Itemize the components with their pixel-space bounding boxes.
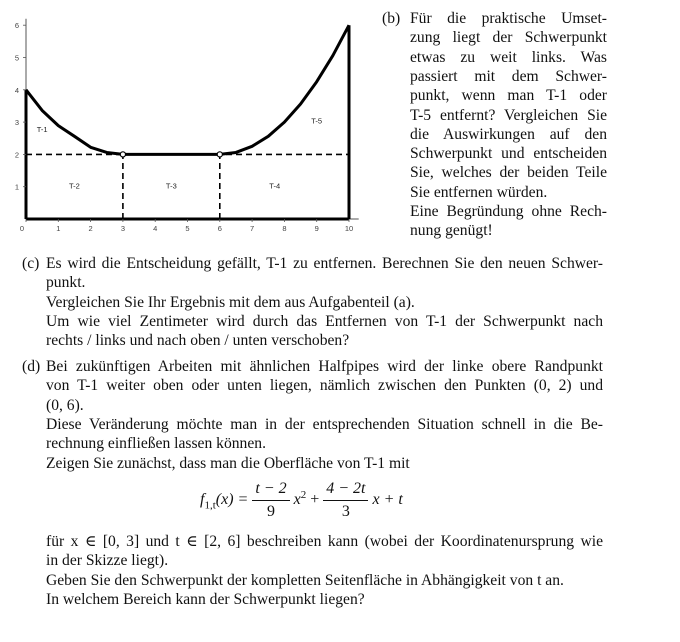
figure-curves	[26, 25, 349, 154]
x-tick-label: 2	[88, 224, 93, 233]
formula-frac2-den: 3	[341, 503, 350, 520]
y-tick-label: 3	[14, 118, 19, 128]
partb-line: etwas zu weit links. Was	[410, 48, 607, 66]
partb-line: Schwerpunkt und entscheiden	[410, 145, 607, 163]
formula-lhs-arg: (x) =	[215, 491, 249, 509]
formula-f1t	[200, 480, 403, 521]
formula-plus: +	[310, 491, 320, 509]
region-label: T-2	[69, 181, 80, 191]
marker-point-1	[217, 152, 222, 157]
partd-line: Diese Veränderung möchte man in der entsprechenden Situation schnell in die Be-	[46, 415, 603, 433]
marker-point-0	[120, 152, 125, 157]
x-tick-label: 5	[185, 224, 190, 233]
y-tick-label: 6	[14, 21, 19, 31]
y-tick-label: 2	[14, 150, 19, 160]
figure-x-ticks	[20, 219, 353, 233]
partb-line: passiert mit dem Schwer-	[410, 67, 607, 85]
formula-frac2	[323, 480, 368, 521]
formula-lhs: f	[200, 491, 205, 509]
partc-line: rechts / links und nach oben / unten verschoben?	[46, 332, 350, 350]
part-b-label: (b)	[382, 10, 401, 27]
partd2-line: in der Skizze liegt).	[46, 552, 169, 570]
partc-line: Vergleichen Sie Ihr Ergebnis mit dem aus Aufgabenteil (a).	[46, 293, 415, 311]
partb-line: punkt, wenn man T-1 oder	[410, 87, 607, 105]
figure-y-ticks	[15, 21, 26, 192]
x-tick-label: 7	[250, 224, 255, 233]
partb-line: T-5 entfernt? Vergleichen Sie	[410, 106, 607, 124]
partd2-line: Geben Sie den Schwerpunkt der kompletten Seitenfläche in Abhängigkeit von t an.	[46, 571, 564, 589]
partb-line: Sie entfernen würden.	[410, 183, 548, 201]
partd-line: Bei zukünftigen Arbeiten mit ähnlichen Halfpipes wird der linke obere Randpunkt	[46, 358, 603, 375]
y-tick-label: 4	[14, 85, 19, 95]
partd-line: rechnung einfließen lassen können.	[46, 435, 266, 453]
x-tick-label: 8	[282, 224, 287, 233]
partd-line: (0, 6).	[46, 396, 84, 414]
partd-line: Zeigen Sie zunächst, dass man die Oberfläche von T-1 mit	[46, 454, 410, 472]
x-tick-label: 3	[120, 224, 125, 233]
region-label: T-3	[165, 181, 177, 191]
formula-frac1-num: t − 2	[252, 480, 289, 501]
x-tick-label: 10	[344, 224, 354, 233]
x-tick-label: 1	[56, 224, 61, 233]
x-tick-label: 6	[217, 224, 222, 233]
x-tick-label: 9	[314, 224, 319, 233]
formula-frac1	[252, 480, 289, 521]
surface-curve-0	[26, 90, 123, 155]
halfpipe-sketch	[0, 0, 372, 240]
partb-line: Für die praktische Umset-	[410, 10, 607, 27]
partb-line: zung liegt der Schwerpunkt	[410, 29, 607, 47]
part-d-label: (d)	[22, 358, 41, 375]
x-tick-label: 4	[153, 224, 158, 233]
partb-line: die Auswirkungen auf den	[410, 125, 607, 143]
partc-line: Es wird die Entscheidung gefällt, T-1 zu entfernen. Berechnen Sie den neuen Schwer-	[46, 255, 603, 272]
partb-line: nung genügt!	[410, 222, 493, 240]
part-c-label: (c)	[22, 255, 40, 272]
formula-frac1-den: 9	[266, 503, 275, 520]
region-label: T-5	[311, 116, 323, 126]
partc-line: Um wie viel Zentimeter wird durch das Entfernen von T-1 der Schwerpunkt nach	[46, 312, 603, 330]
partc-line: punkt.	[46, 274, 86, 292]
surface-curve-2	[220, 25, 349, 154]
partb-line: Sie, welches der beiden Teile	[410, 164, 607, 182]
partb-line: Eine Begründung ohne Rech-	[410, 203, 607, 220]
partd2-line: In welchem Bereich kann der Schwerpunkt liegen?	[46, 590, 365, 608]
formula-term1: x	[293, 491, 301, 509]
region-label: T-4	[269, 181, 281, 191]
y-tick-label: 1	[14, 182, 19, 192]
formula-term1-sup: 2	[300, 488, 307, 501]
formula-frac2-num: 4 − 2t	[323, 480, 368, 501]
formula-lhs-sub: 1,t	[204, 499, 216, 512]
partd2-line: für x ∈ [0, 3] und t ∈ [2, 6] beschreiben kann (wobei der Koordinatenursprung wie	[46, 533, 603, 550]
partd-line: von T-1 weiter oben oder unten liegen, nämlich zwischen den Punkten (0, 2) und	[46, 377, 603, 395]
formula-term2: x + t	[372, 491, 403, 509]
region-label: T-1	[36, 124, 48, 134]
y-tick-label: 5	[14, 53, 19, 63]
x-tick-label: 0	[19, 224, 25, 233]
